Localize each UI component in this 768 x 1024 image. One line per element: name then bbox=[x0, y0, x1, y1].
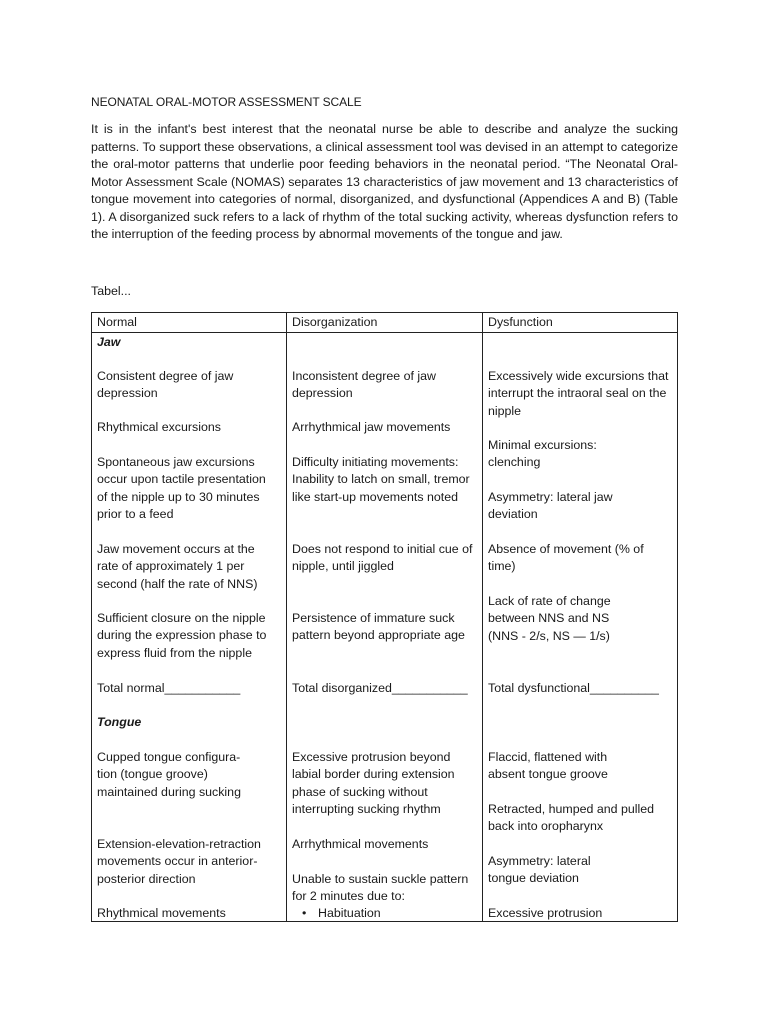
section-label-jaw: Jaw bbox=[97, 335, 121, 349]
nomas-table bbox=[91, 312, 678, 922]
jaw-total-disorganized: Total disorganized___________ bbox=[292, 681, 468, 695]
jaw-dysfunctional-item: Minimal excursions: clenching bbox=[488, 438, 597, 470]
tongue-disorganized-bullet: • Habituation bbox=[298, 905, 478, 922]
jaw-disorganized-item: Persistence of immature suck pattern beyond appropriate age bbox=[292, 611, 465, 643]
jaw-dysfunctional-item: Absence of movement (% of time) bbox=[488, 542, 644, 574]
jaw-normal-item: Rhythmical excursions bbox=[97, 420, 221, 434]
tongue-normal-item: Cupped tongue configura- tion (tongue groove) maintained during sucking bbox=[97, 750, 241, 799]
header-dysfunction: Dysfunction bbox=[488, 315, 553, 329]
jaw-normal-item: Sufficient closure on the nipple during the expression phase to express fluid from the nipple bbox=[97, 611, 267, 660]
jaw-normal-item: Jaw movement occurs at the rate of approximately 1 per second (half the rate of NNS) bbox=[97, 542, 258, 591]
tongue-dysfunctional-item: Excessive protrusion bbox=[488, 906, 603, 920]
column-divider bbox=[286, 313, 287, 921]
tongue-disorganized-item: Excessive protrusion beyond labial border during extension phase of sucking without interrupting sucking rhythm bbox=[292, 750, 455, 817]
jaw-total-dysfunctional: Total dysfunctional__________ bbox=[488, 681, 659, 695]
jaw-normal-item: Consistent degree of jaw depression bbox=[97, 369, 234, 401]
tongue-normal-item: Extension-elevation-retraction movements occur in anterior- posterior direction bbox=[97, 837, 261, 886]
jaw-dysfunctional-item: Excessively wide excursions that interrupt the intraoral seal on the nipple bbox=[488, 369, 669, 418]
table-caption: Tabel... bbox=[91, 284, 131, 298]
tongue-disorganized-item: Arrhythmical movements bbox=[292, 837, 429, 851]
jaw-normal-item: Spontaneous jaw excursions occur upon tactile presentation of the nipple up to 30 minutes prior to a feed bbox=[97, 455, 266, 522]
jaw-disorganized-item: Does not respond to initial cue of nipple, until jiggled bbox=[292, 542, 473, 574]
jaw-dysfunctional-item: Lack of rate of change between NNS and NS (NNS - 2/s, NS — 1/s) bbox=[488, 594, 611, 643]
section-label-tongue: Tongue bbox=[97, 715, 142, 729]
jaw-disorganized-item: Arrhythmical jaw movements bbox=[292, 420, 451, 434]
header-divider bbox=[92, 332, 677, 333]
document-title: NEONATAL ORAL-MOTOR ASSESSMENT SCALE bbox=[91, 95, 362, 109]
tongue-dysfunctional-item: Flaccid, flattened with absent tongue groove bbox=[488, 750, 608, 782]
intro-paragraph: It is in the infant's best interest that the neonatal nurse be able to describe and analyze the sucking patterns. To support these observations, a clinical assessment tool was devised in an attempt to categorize the oral-motor patterns that underlie poor feeding behaviors in the neonatal period. “The Neonatal Oral-Motor Assessment Scale (NOMAS) separates 13 characteristics of jaw movement and 13 characteristics of tongue movement into categories of normal, disorganized, and dysfunctional (Appendices A and B) (Table 1). A disorganized suck refers to a lack of rhythm of the total sucking activity, whereas dysfunction refers to the interruption of the feeding process by abnormal movements of the tongue and jaw. bbox=[91, 122, 678, 241]
header-normal: Normal bbox=[97, 315, 137, 329]
jaw-disorganized-item: Difficulty initiating movements: Inability to latch on small, tremor like start-up movements noted bbox=[292, 455, 470, 504]
tongue-normal-item: Rhythmical movements bbox=[97, 906, 226, 920]
tongue-disorganized-item: Unable to sustain suckle pattern for 2 minutes due to: bbox=[292, 872, 469, 904]
column-divider bbox=[482, 313, 483, 921]
header-disorganization: Disorganization bbox=[292, 315, 378, 329]
tongue-dysfunctional-item: Retracted, humped and pulled back into oropharynx bbox=[488, 802, 655, 834]
jaw-disorganized-item: Inconsistent degree of jaw depression bbox=[292, 369, 436, 401]
jaw-dysfunctional-item: Asymmetry: lateral jaw deviation bbox=[488, 490, 613, 522]
tongue-dysfunctional-item: Asymmetry: lateral tongue deviation bbox=[488, 854, 591, 886]
jaw-total-normal: Total normal___________ bbox=[97, 681, 241, 695]
